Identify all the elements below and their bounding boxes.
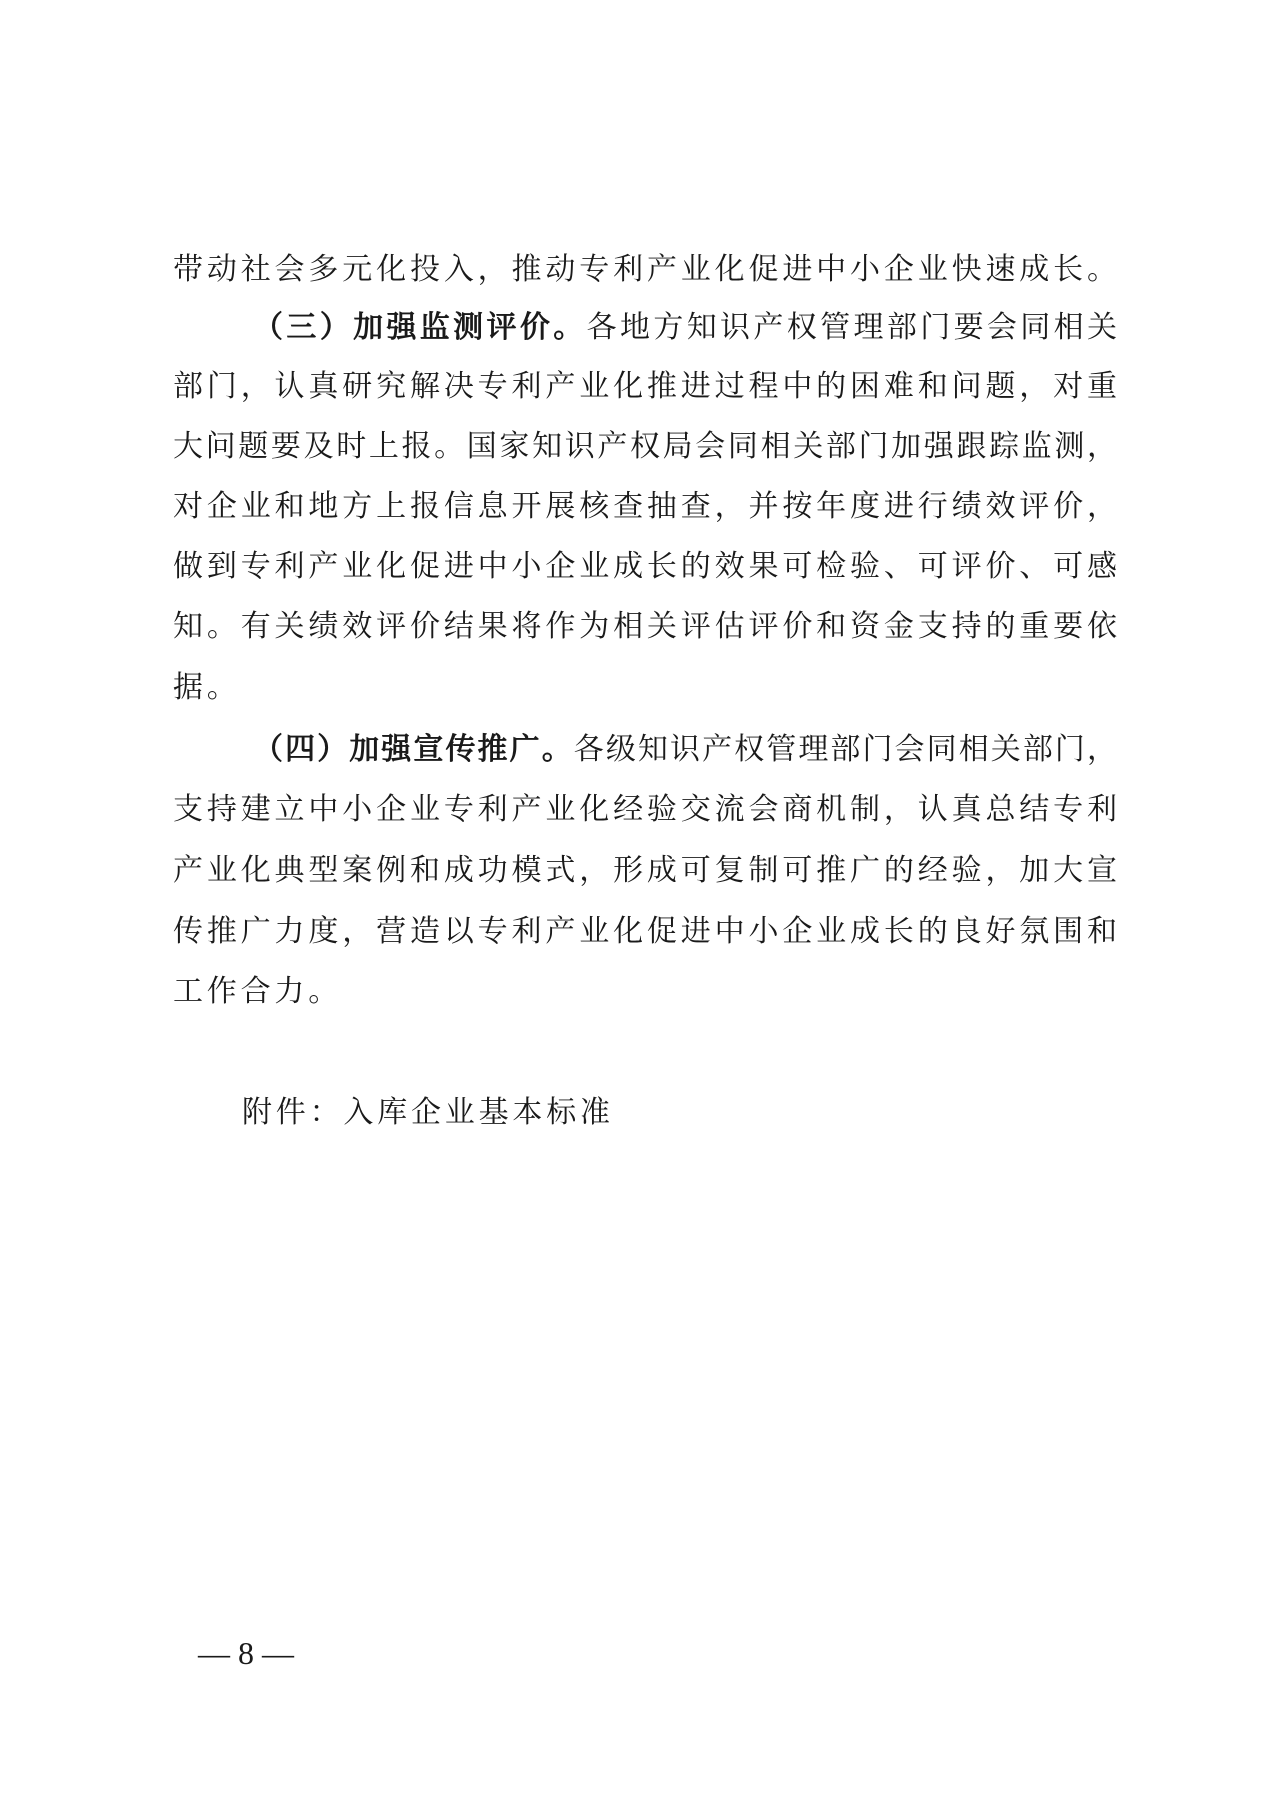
section-three-heading-line bbox=[253, 308, 1117, 348]
paragraph-line: 支持建立中小企业专利产业化经验交流会商机制，认真总结专利 bbox=[173, 792, 1117, 827]
paragraph-text: 各级知识产权管理部门会同相关部门， bbox=[573, 732, 1118, 767]
paragraph-line: 知。有关绩效评价结果将作为相关评估评价和资金支持的重要依 bbox=[173, 609, 1117, 644]
paragraph-text: 各地方知识产权管理部门要会同相关 bbox=[586, 310, 1118, 345]
paragraph-line: 工作合力。 bbox=[173, 974, 342, 1009]
page-number: — 8 — bbox=[198, 1635, 294, 1671]
section-three-title: （三）加强监测评价。 bbox=[253, 310, 587, 345]
paragraph-line: 据。 bbox=[173, 670, 241, 705]
section-four-heading-line bbox=[253, 730, 1117, 770]
paragraph-line: 带动社会多元化投入，推动专利产业化促进中小企业快速成长。 bbox=[173, 252, 1117, 287]
paragraph-line: 部门，认真研究解决专利产业化推进过程中的困难和问题，对重 bbox=[173, 369, 1117, 404]
paragraph-line: 产业化典型案例和成功模式，形成可复制可推广的经验，加大宣 bbox=[173, 853, 1117, 888]
paragraph-line: 传推广力度，营造以专利产业化促进中小企业成长的良好氛围和 bbox=[173, 914, 1117, 949]
paragraph-line: 对企业和地方上报信息开展核查抽查，并按年度进行绩效评价， bbox=[173, 489, 1117, 524]
paragraph-line: 做到专利产业化促进中小企业成长的效果可检验、可评价、可感 bbox=[173, 549, 1117, 584]
paragraph-line: 大问题要及时上报。国家知识产权局会同相关部门加强跟踪监测， bbox=[173, 429, 1117, 464]
attachment-label: 附件：入库企业基本标准 bbox=[242, 1095, 614, 1130]
section-four-title: （四）加强宣传推广。 bbox=[253, 732, 574, 767]
